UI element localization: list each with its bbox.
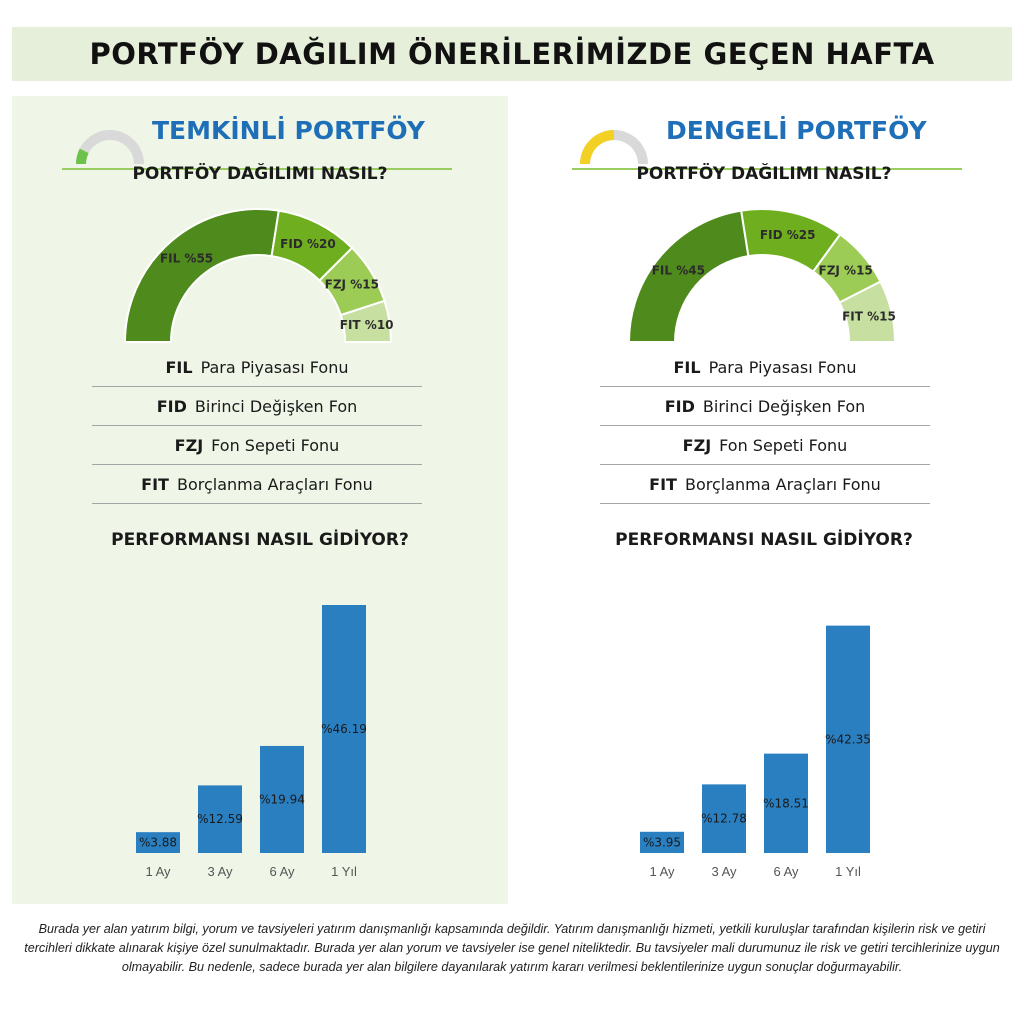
performance-heading: PERFORMANSI NASIL GİDİYOR? bbox=[111, 530, 409, 550]
fund-code: FZJ bbox=[174, 435, 204, 455]
fund-name: Fon Sepeti Fonu bbox=[211, 435, 340, 455]
fund-name: Para Piyasası Fonu bbox=[708, 357, 857, 377]
fund-code: FIL bbox=[673, 357, 701, 377]
bar-value-label: %3.95 bbox=[642, 835, 682, 850]
disclaimer-text: Burada yer alan yatırım bilgi, yorum ve tavsiyeleri yatırım danışmanlığı kapsamında değildir. Yatırım danışmanlığı hizmeti, yetkili kuruluşlar tarafından kişilerin risk ve getiri tercihleri dikkate alınarak kişiye özel sunulmaktadır. Burada yer alan yorum ve tavsiyeler ise genel niteliktedir. Bu tavsiyeler mali durumunuz ile risk ve getiri tercihlerinize uygun olmayabilir. Bu nedenle, sadece burada yer alan bilgilere dayanılarak yatırım kararı verilmesi beklentilerinize uygun sonuçlar doğurmayabilir. bbox=[24, 922, 1000, 974]
fund-code: FIT bbox=[649, 474, 677, 494]
category-label: 6 Ay bbox=[269, 864, 295, 879]
bar-value-label: %3.88 bbox=[138, 835, 178, 850]
legend-row bbox=[600, 465, 930, 504]
bar-value-label: %19.94 bbox=[259, 792, 305, 807]
allocation-donut-chart bbox=[12, 196, 508, 346]
panel-dengeli bbox=[516, 96, 1012, 904]
gauge-level bbox=[580, 130, 614, 164]
legend-row bbox=[92, 387, 422, 426]
slice-label: FIT %15 bbox=[842, 309, 896, 324]
slice-label: FIL %55 bbox=[159, 251, 214, 266]
category-label: 3 Ay bbox=[711, 864, 737, 879]
legend-row bbox=[600, 348, 930, 387]
legend-row bbox=[92, 465, 422, 504]
performance-bar-chart bbox=[12, 586, 508, 886]
fund-code: FID bbox=[664, 396, 695, 416]
category-label: 3 Ay bbox=[207, 864, 233, 879]
fund-legend bbox=[92, 348, 422, 504]
risk-gauge-icon bbox=[72, 128, 148, 168]
slice-label: FZJ %15 bbox=[818, 263, 873, 278]
fund-name: Birinci Değişken Fon bbox=[194, 396, 358, 416]
fund-name: Para Piyasası Fonu bbox=[200, 357, 349, 377]
category-label: 1 Yıl bbox=[331, 864, 357, 879]
slice-label: FID %20 bbox=[280, 236, 336, 251]
fund-code: FIL bbox=[165, 357, 193, 377]
fund-code: FIT bbox=[141, 474, 169, 494]
panel-heading bbox=[12, 112, 508, 156]
slice-label: FIL %45 bbox=[651, 263, 705, 278]
performance-heading: PERFORMANSI NASIL GİDİYOR? bbox=[615, 530, 913, 550]
bar-value-label: %12.78 bbox=[701, 811, 747, 826]
panel-temkinli bbox=[12, 96, 508, 904]
bar-value-label: %42.35 bbox=[825, 732, 871, 747]
category-label: 1 Ay bbox=[145, 864, 171, 879]
donut-slice bbox=[125, 209, 279, 342]
legend-row bbox=[92, 426, 422, 465]
legend-row bbox=[92, 348, 422, 387]
category-label: 6 Ay bbox=[773, 864, 799, 879]
distribution-heading: PORTFÖY DAĞILIMI NASIL? bbox=[636, 164, 892, 184]
fund-code: FID bbox=[156, 396, 187, 416]
distribution-heading: PORTFÖY DAĞILIMI NASIL? bbox=[132, 164, 388, 184]
bar-value-label: %46.19 bbox=[321, 722, 367, 736]
fund-name: Borçlanma Araçları Fonu bbox=[684, 474, 881, 494]
allocation-donut-chart bbox=[516, 196, 1012, 346]
slice-label: FZJ %15 bbox=[324, 277, 379, 292]
bar-value-label: %12.59 bbox=[197, 812, 243, 827]
fund-name: Borçlanma Araçları Fonu bbox=[176, 474, 373, 494]
panel-name: TEMKİNLİ PORTFÖY bbox=[152, 116, 425, 145]
slice-label: FID %25 bbox=[759, 228, 816, 243]
panel-heading bbox=[516, 112, 1012, 156]
category-label: 1 Yıl bbox=[835, 864, 861, 879]
legend-row bbox=[600, 387, 930, 426]
title-banner bbox=[12, 27, 1012, 81]
fund-code: FZJ bbox=[682, 435, 712, 455]
category-label: 1 Ay bbox=[649, 864, 675, 879]
fund-legend bbox=[600, 348, 930, 504]
bar-value-label: %18.51 bbox=[763, 796, 809, 811]
fund-name: Birinci Değişken Fon bbox=[702, 396, 866, 416]
legend-row bbox=[600, 426, 930, 465]
page-title: PORTFÖY DAĞILIM ÖNERİLERİMİZDE GEÇEN HAFTA bbox=[89, 37, 935, 71]
panel-name: DENGELİ PORTFÖY bbox=[666, 116, 927, 145]
risk-gauge-icon bbox=[576, 128, 652, 168]
fund-name: Fon Sepeti Fonu bbox=[719, 435, 848, 455]
performance-bar-chart bbox=[516, 586, 1012, 886]
slice-label: FIT %10 bbox=[339, 317, 394, 332]
